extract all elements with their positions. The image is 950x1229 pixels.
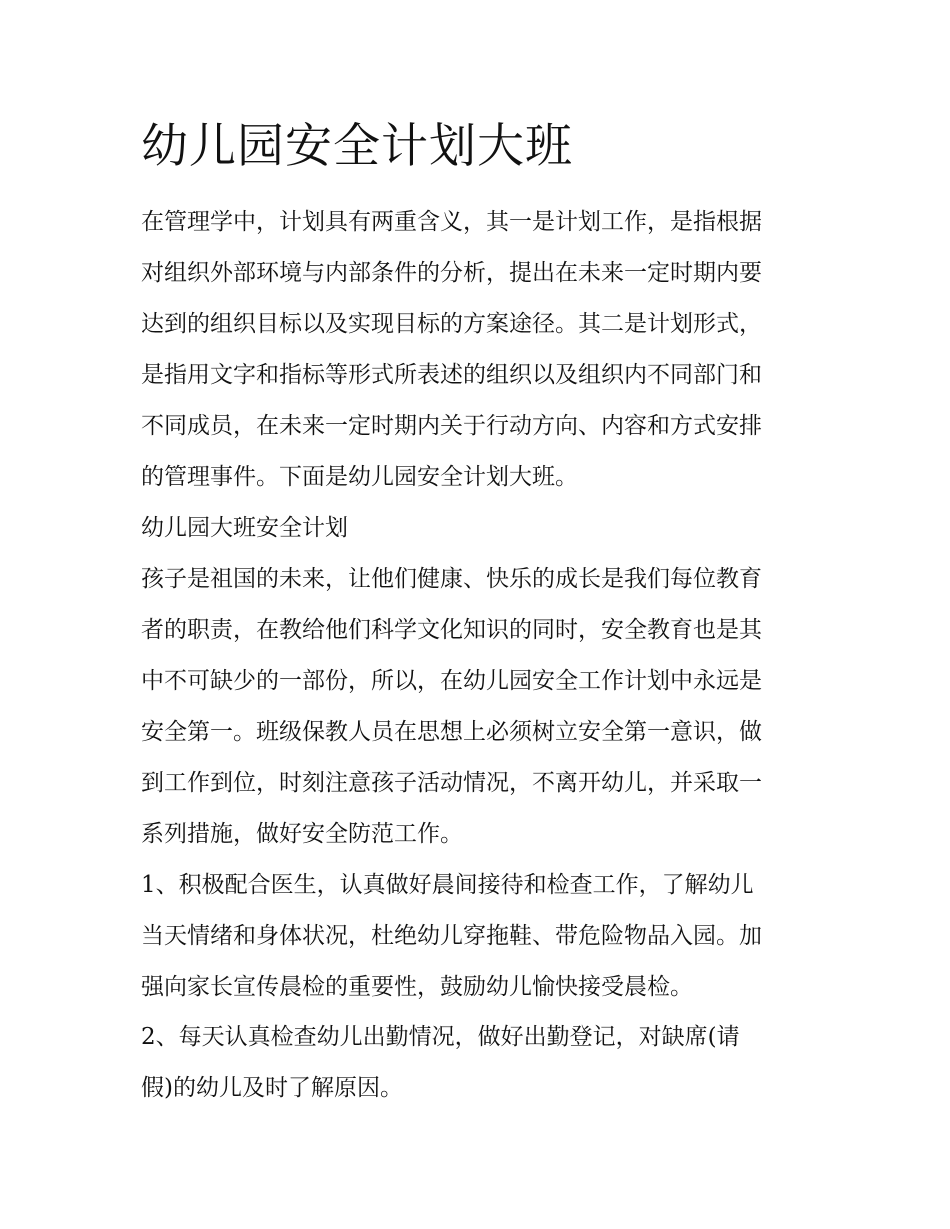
section-heading [141,503,821,554]
paragraph-line: 是指用文字和指标等形式所表述的组织以及组织内不同部门和 [141,362,762,388]
paragraph-line: 孩子是祖国的未来，让他们健康、快乐的成长是我们每位教育 [141,566,762,592]
paragraph-line: 1、积极配合医生，认真做好晨间接待和检查工作，了解幼儿 [141,872,754,898]
paragraph-line: 的管理事件。下面是幼儿园安全计划大班。 [141,464,578,490]
paragraph-line: 2、每天认真检查幼儿出勤情况，做好出勤登记，对缺席(请 [141,1024,740,1050]
paragraph-line: 对组织外部环境与内部条件的分析，提出在未来一定时期内要 [141,260,762,286]
paragraph-line: 安全第一。班级保教人员在思想上必须树立安全第一意识，做 [141,719,762,745]
intro-paragraph [141,197,821,503]
paragraph-line: 中不可缺少的一部份，所以，在幼儿园安全工作计划中永远是 [141,668,762,694]
list-item-2 [141,1012,821,1114]
paragraph-line: 当天情绪和身体状况，杜绝幼儿穿拖鞋、带危险物品入园。加 [141,923,762,949]
paragraph-line: 假)的幼儿及时了解原因。 [141,1075,403,1101]
paragraph-line: 不同成员，在未来一定时期内关于行动方向、内容和方式安排 [141,413,762,439]
body-paragraph [141,554,821,860]
paragraph-line: 者的职责，在教给他们科学文化知识的同时，安全教育也是其 [141,617,762,643]
list-item-1 [141,860,821,1013]
section-heading-text: 幼儿园大班安全计划 [141,515,348,541]
paragraph-line: 到工作到位，时刻注意孩子活动情况，不离开幼儿，并采取一 [141,770,762,796]
paragraph-line: 强向家长宣传晨检的重要性，鼓励幼儿愉快接受晨检。 [141,974,693,1000]
paragraph-line: 在管理学中，计划具有两重含义，其一是计划工作，是指根据 [141,209,762,235]
paragraph-line: 达到的组织目标以及实现目标的方案途径。其二是计划形式， [141,311,762,337]
paragraph-line: 系列措施，做好安全防范工作。 [141,821,463,847]
document-title: 幼儿园安全计划大班 [141,119,573,174]
